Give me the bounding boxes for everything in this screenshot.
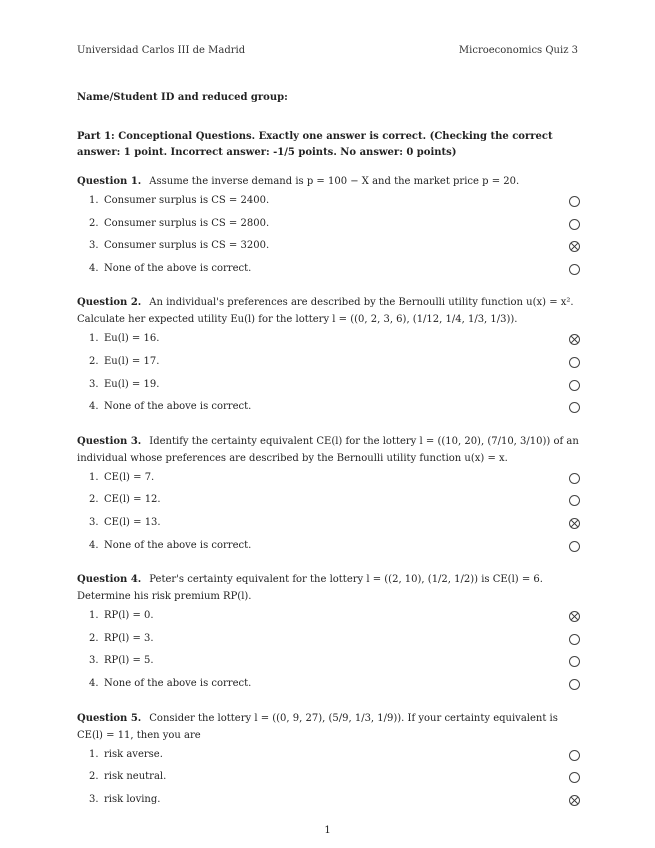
empty-circle-icon[interactable] (569, 772, 580, 783)
question-body: An individual's preferences are described by the Bernoulli utility function u(x) = x². Calculate her expected utility Eu(l) for the lottery l = ((0, 2, 3, 6), (1/12, 1/4, 1/3, 1/3)). (77, 297, 574, 326)
empty-circle-icon[interactable] (569, 357, 580, 368)
checked-circle-icon[interactable] (569, 518, 580, 529)
option-text: CE(l) = 7. (104, 471, 155, 483)
question-label: Question 1. (77, 176, 142, 187)
checked-circle-icon[interactable] (569, 334, 580, 345)
option-number: 1. (89, 610, 99, 622)
answer-option[interactable] (77, 766, 580, 789)
option-text: None of the above is correct. (104, 677, 252, 689)
answer-option[interactable] (77, 512, 580, 535)
option-text: Eu(l) = 17. (104, 355, 160, 367)
option-number: 2. (89, 632, 99, 644)
question-label: Question 2. (77, 297, 142, 309)
answer-option[interactable] (77, 235, 580, 258)
question-text (77, 571, 580, 605)
question-label: Question 3. (77, 435, 142, 447)
question-text (77, 173, 580, 190)
answer-option[interactable] (77, 789, 580, 812)
option-text: Eu(l) = 19. (104, 378, 160, 390)
empty-circle-icon[interactable] (569, 196, 580, 207)
question-body: Identify the certainty equivalent CE(l) for the lottery l = ((10, 20), (7/10, 3/10)) of an individual whose preferences are described by the Bernoulli utility function u(x) = x. (77, 435, 579, 464)
option-number: 3. (89, 240, 99, 252)
question-5 (77, 710, 580, 812)
empty-circle-icon[interactable] (569, 402, 580, 413)
question-2 (77, 294, 580, 418)
empty-circle-icon[interactable] (569, 380, 580, 391)
option-number: 1. (89, 471, 99, 483)
option-text: RP(l) = 3. (104, 632, 154, 644)
answer-option[interactable] (77, 489, 580, 512)
question-1 (77, 173, 580, 280)
question-text (77, 294, 580, 328)
answer-option[interactable] (77, 467, 580, 490)
answer-option[interactable] (77, 744, 580, 767)
option-number: 4. (89, 539, 99, 551)
question-body: Consider the lottery l = ((0, 9, 27), (5/9, 1/3, 1/9)). If your certainty equivalent is CE(l) = 11, then you are (77, 712, 558, 741)
question-list (77, 173, 580, 811)
option-text: Consumer surplus is CS = 3200. (104, 240, 270, 252)
option-text: Consumer surplus is CS = 2400. (104, 195, 270, 206)
answer-option[interactable] (77, 190, 580, 213)
quiz-page (77, 92, 580, 811)
answer-option[interactable] (77, 673, 580, 696)
empty-circle-icon[interactable] (569, 473, 580, 484)
answer-option[interactable] (77, 351, 580, 374)
option-text: risk loving. (104, 793, 161, 805)
option-number: 1. (89, 333, 99, 345)
option-number: 4. (89, 262, 99, 274)
checked-circle-icon[interactable] (569, 795, 580, 806)
option-number: 2. (89, 494, 99, 506)
empty-circle-icon[interactable] (569, 750, 580, 761)
option-text: Consumer surplus is CS = 2800. (104, 217, 270, 229)
empty-circle-icon[interactable] (569, 219, 580, 230)
question-4 (77, 571, 580, 695)
option-number: 3. (89, 793, 99, 805)
answer-option[interactable] (77, 258, 580, 281)
option-text: None of the above is correct. (104, 539, 252, 551)
option-text: Eu(l) = 16. (104, 333, 160, 345)
question-text (77, 710, 580, 744)
empty-circle-icon[interactable] (569, 495, 580, 506)
question-body: Peter's certainty equivalent for the lottery l = ((2, 10), (1/2, 1/2)) is CE(l) = 6. Determine his risk premium RP(l). (77, 574, 543, 603)
header-course: Microeconomics Quiz 3 (458, 45, 578, 56)
option-number: 2. (89, 771, 99, 783)
empty-circle-icon[interactable] (569, 679, 580, 690)
option-text: RP(l) = 5. (104, 655, 154, 667)
checked-circle-icon[interactable] (569, 611, 580, 622)
option-text: None of the above is correct. (104, 401, 252, 413)
page-number: 1 (324, 825, 331, 836)
empty-circle-icon[interactable] (569, 656, 580, 667)
option-text: risk averse. (104, 748, 163, 760)
option-number: 3. (89, 516, 99, 528)
option-text: risk neutral. (104, 771, 167, 783)
option-number: 2. (89, 217, 99, 229)
option-number: 4. (89, 677, 99, 689)
answer-option[interactable] (77, 605, 580, 628)
option-number: 1. (89, 195, 99, 206)
empty-circle-icon[interactable] (569, 541, 580, 552)
checked-circle-icon[interactable] (569, 241, 580, 252)
question-label: Question 4. (77, 574, 142, 586)
option-number: 4. (89, 401, 99, 413)
option-number: 1. (89, 748, 99, 760)
answer-option[interactable] (77, 396, 580, 419)
answer-option[interactable] (77, 650, 580, 673)
question-label: Question 5. (77, 712, 142, 724)
question-text (77, 433, 580, 467)
empty-circle-icon[interactable] (569, 264, 580, 275)
option-text: RP(l) = 0. (104, 610, 154, 622)
option-number: 3. (89, 655, 99, 667)
answer-option[interactable] (77, 374, 580, 397)
name-line: Name/Student ID and reduced group: (77, 92, 288, 103)
header-institution: Universidad Carlos III de Madrid (77, 45, 246, 56)
answer-option[interactable] (77, 535, 580, 558)
option-text: None of the above is correct. (104, 262, 252, 274)
answer-option[interactable] (77, 628, 580, 651)
answer-option[interactable] (77, 213, 580, 236)
answer-option[interactable] (77, 328, 580, 351)
option-number: 2. (89, 355, 99, 367)
option-text: CE(l) = 12. (104, 494, 161, 506)
question-3 (77, 433, 580, 557)
part-title: Part 1: Conceptional Questions. Exactly one answer is correct. (Checking the correct answer: 1 point. Incorrect answer: -1/5 points. No answer: 0 points) (77, 131, 553, 158)
option-text: CE(l) = 13. (104, 516, 161, 528)
empty-circle-icon[interactable] (569, 634, 580, 645)
question-body: Assume the inverse demand is p = 100 − X and the market price p = 20. (149, 176, 520, 187)
option-number: 3. (89, 378, 99, 390)
